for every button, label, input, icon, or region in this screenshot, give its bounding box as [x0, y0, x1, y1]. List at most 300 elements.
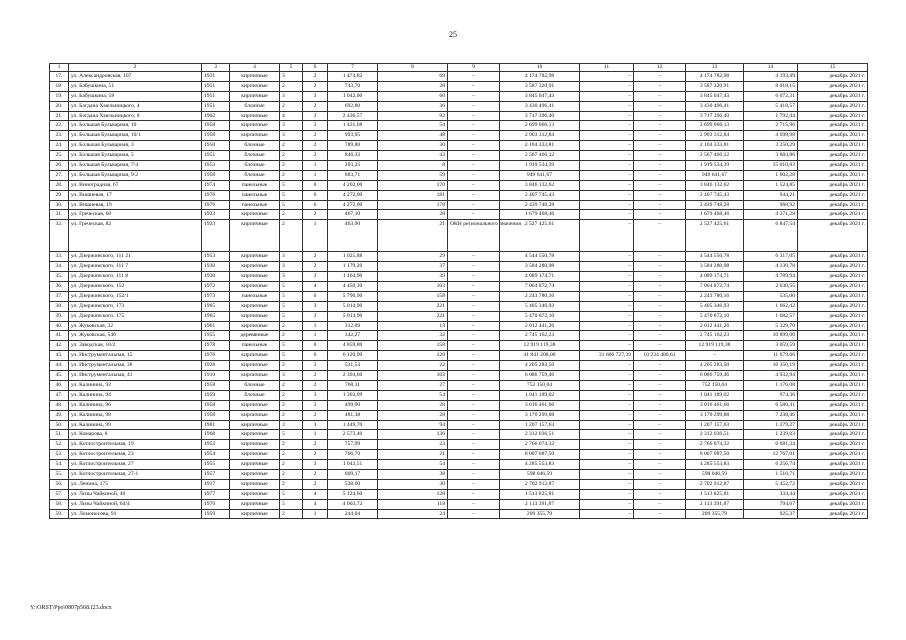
table-cell: ул. Большая Бульварная, 9/2 [69, 170, 202, 180]
table-cell: 1958 [202, 121, 230, 131]
table-cell: 1930 [202, 262, 230, 272]
table-cell: 2 113 391,87 [500, 499, 580, 509]
table-cell: 7 064 872,74 [686, 282, 744, 292]
table-cell: – [634, 291, 686, 301]
column-number-cell: 11 [580, 64, 634, 72]
table-cell: 2 [280, 170, 303, 180]
table-cell: – [448, 420, 500, 430]
table-cell: – [580, 390, 634, 400]
table-cell: 4 205 283,50 [500, 361, 580, 371]
table-cell: 50. [50, 420, 69, 430]
table-cell: 55. [50, 469, 69, 479]
table-cell: 883,71 [328, 170, 378, 180]
table-cell: 2 745 162,23 [500, 331, 580, 341]
table-cell: декабрь 2021 г. [798, 262, 868, 272]
table-cell: 5 [280, 200, 303, 210]
table-cell: 1 042,00 [328, 91, 378, 101]
table-cell: – [580, 341, 634, 351]
table-cell: – [634, 311, 686, 321]
table-cell: 4 205 283,50 [686, 361, 744, 371]
table-row [50, 190, 868, 200]
table-cell: – [580, 440, 634, 450]
table-cell: 4 174 782,98 [500, 72, 580, 82]
table-row [50, 301, 868, 311]
table-cell: – [448, 489, 500, 499]
table-cell: декабрь 2021 г. [798, 252, 868, 262]
table-cell: 1930 [202, 272, 230, 282]
table-cell: ул. Лизы Чайкиной, 64/4 [69, 499, 202, 509]
column-number-cell: 2 [69, 64, 202, 72]
table-cell: 334,44 [744, 489, 798, 499]
table-row [50, 170, 868, 180]
table-cell: 2 [280, 220, 303, 252]
table-cell: декабрь 2021 г. [798, 170, 868, 180]
table-cell: 40. [50, 321, 69, 331]
table-cell: блочные [230, 141, 280, 151]
table-cell: 2 312 036,51 [686, 430, 744, 440]
table-cell: 209 355,79 [500, 509, 580, 519]
table-cell: 2 [303, 410, 328, 420]
table-cell: 5 124,60 [328, 489, 378, 499]
table-cell: 1958 [202, 400, 230, 410]
table-cell: 209 355,79 [686, 509, 744, 519]
table-cell: 1 207 157,63 [500, 420, 580, 430]
table-cell: декабрь 2021 г. [798, 400, 868, 410]
table-cell: 118 [378, 499, 448, 509]
table-cell: 2 699 066,13 [500, 121, 580, 131]
table-cell: – [448, 301, 500, 311]
table-cell: 2 [280, 390, 303, 400]
table-cell: ул. Бабушкина, 51 [69, 81, 202, 91]
table-cell: 2 [303, 252, 328, 262]
table-cell: – [634, 371, 686, 381]
table-cell: 158 [378, 291, 448, 301]
table-cell: 6 086 759,46 [686, 371, 744, 381]
table-cell: – [580, 400, 634, 410]
table-cell: 2 [303, 469, 328, 479]
table-cell: 949 641,67 [686, 170, 744, 180]
table-cell: 2 [303, 440, 328, 450]
table-cell: 3 170 299,88 [686, 410, 744, 420]
table-cell: 181 [378, 190, 448, 200]
table-cell: 1 207 157,63 [686, 420, 744, 430]
table-cell: 2 [280, 321, 303, 331]
table-cell: 3 587 320,91 [500, 81, 580, 91]
table-cell: 1968 [202, 430, 230, 440]
table-cell: 30 [378, 141, 448, 151]
table-row [50, 291, 868, 301]
table-cell: 1910 [202, 371, 230, 381]
table-cell: 3 [303, 91, 328, 101]
table-cell: – [448, 190, 500, 200]
table-cell: 1 919 534,39 [500, 161, 580, 171]
table-cell: – [448, 141, 500, 151]
table-cell: – [448, 341, 500, 351]
table-cell: 41 841 208,00 [500, 351, 580, 361]
table-cell: 43 [378, 151, 448, 161]
table-row [50, 111, 868, 121]
table-cell: 766,70 [328, 450, 378, 460]
table-cell: 128 [378, 351, 448, 361]
table-row [50, 430, 868, 440]
column-number-cell: 14 [744, 64, 798, 72]
table-cell: 11 679,66 [744, 351, 798, 361]
table-cell: ул. Инструментальная, 41 [69, 371, 202, 381]
table-row [50, 151, 868, 161]
table-cell: – [634, 361, 686, 371]
table-cell: – [634, 131, 686, 141]
table-row [50, 469, 868, 479]
table-cell: – [580, 282, 634, 292]
table-cell: – [580, 170, 634, 180]
table-row [50, 479, 868, 489]
table-cell: 1957 [202, 469, 230, 479]
table-cell: 4 [303, 499, 328, 509]
table-cell: 1 [303, 161, 328, 171]
table-cell: ул. Калинина, 98 [69, 410, 202, 420]
table-cell: 28 [378, 210, 448, 220]
table-cell: 2 903 312,84 [500, 131, 580, 141]
table-cell: 6 256,74 [744, 460, 798, 470]
table-cell: 1959 [202, 390, 230, 400]
table-cell: 53. [50, 450, 69, 460]
table-cell: 35. [50, 272, 69, 282]
table-cell: 4 789,94 [744, 272, 798, 282]
table-cell: ул. Жуковская, 54б [69, 331, 202, 341]
table-cell: ул. Большая Бульварная, 3 [69, 141, 202, 151]
table-cell: декабрь 2021 г. [798, 489, 868, 499]
table-cell: 1958 [202, 410, 230, 420]
table-cell: – [448, 331, 500, 341]
table-cell: ул. Богдана Хмельницкого, 4 [69, 101, 202, 111]
table-cell: 4 130,78 [744, 262, 798, 272]
table-cell: – [580, 252, 634, 262]
table-cell: – [448, 200, 500, 210]
table-body [50, 72, 868, 519]
table-cell: – [580, 489, 634, 499]
table-cell: декабрь 2021 г. [798, 450, 868, 460]
table-cell: – [634, 430, 686, 440]
housing-table-wrapper [49, 63, 867, 519]
table-cell: – [448, 180, 500, 190]
table-cell: 19. [50, 91, 69, 101]
table-cell: 463,90 [328, 220, 378, 252]
table-cell: – [634, 252, 686, 262]
table-cell: – [634, 489, 686, 499]
table-row [50, 331, 868, 341]
column-number-cell: 4 [230, 64, 280, 72]
page-number: 25 [449, 30, 457, 39]
table-cell: 5 014,90 [328, 311, 378, 321]
table-cell: декабрь 2021 г. [798, 101, 868, 111]
heritage-note: ОКН регионального значения [450, 221, 521, 228]
table-cell: декабрь 2021 г. [798, 331, 868, 341]
table-cell: – [634, 450, 686, 460]
table-cell: 2 439 748,28 [686, 200, 744, 210]
table-cell [448, 220, 521, 252]
table-cell: 1 025,88 [328, 252, 378, 262]
table-cell: 24. [50, 141, 69, 151]
table-cell: 52. [50, 440, 69, 450]
table-cell: 12 767,01 [744, 450, 798, 460]
table-cell: 4 202,00 [328, 180, 378, 190]
table-cell: – [634, 331, 686, 341]
table-cell: – [634, 210, 686, 220]
table-cell: 221 [378, 301, 448, 311]
table-cell: – [580, 430, 634, 440]
table-cell: – [634, 81, 686, 91]
table-cell: 1 919 534,39 [686, 161, 744, 171]
table-cell: 1976 [202, 190, 230, 200]
table-cell: декабрь 2021 г. [798, 131, 868, 141]
table-cell: 4 859,80 [328, 341, 378, 351]
table-cell: – [634, 460, 686, 470]
table-cell: ул. Греческая, 60 [69, 210, 202, 220]
table-cell: панельные [230, 200, 280, 210]
table-cell: декабрь 2021 г. [798, 121, 868, 131]
table-cell: 3 059,59 [744, 341, 798, 351]
table-cell: декабрь 2021 г. [798, 210, 868, 220]
table-cell: 1928 [202, 361, 230, 371]
table-cell: 4 272,00 [328, 190, 378, 200]
table-cell: 752 150,04 [686, 380, 744, 390]
table-cell: 3 [280, 121, 303, 131]
table-cell: декабрь 2021 г. [798, 361, 868, 371]
table-cell: – [448, 111, 500, 121]
column-number-cell: 10 [500, 64, 580, 72]
table-cell: кирпичные [230, 361, 280, 371]
column-number-cell: 5 [280, 64, 303, 72]
table-cell: 1953 [202, 161, 230, 171]
table-cell: ул. Большая Бульварная, 10 [69, 121, 202, 131]
column-number-cell: 9 [448, 64, 500, 72]
table-cell: 598 046,59 [500, 469, 580, 479]
table-cell: 4 698,98 [744, 131, 798, 141]
table-row [50, 81, 868, 91]
table-cell: ул. Вишневая, 17 [69, 190, 202, 200]
table-cell: декабрь 2021 г. [798, 111, 868, 121]
table-cell: 2 [303, 479, 328, 489]
table-cell: кирпичные [230, 321, 280, 331]
table-cell: 22. [50, 121, 69, 131]
table-cell: 752 150,04 [500, 380, 580, 390]
table-cell: – [634, 509, 686, 519]
table-cell: 1965 [202, 301, 230, 311]
table-cell: 2 699 066,13 [686, 121, 744, 131]
table-cell: 31. [50, 210, 69, 220]
table-cell: кирпичные [230, 410, 280, 420]
table-cell: – [634, 200, 686, 210]
table-cell: ул. Заводская, 10/2 [69, 341, 202, 351]
table-cell: кирпичные [230, 252, 280, 262]
table-cell: – [634, 91, 686, 101]
table-cell: 1 043,51 [328, 460, 378, 470]
table-cell: 2 766 074,32 [500, 440, 580, 450]
table-cell: кирпичные [230, 131, 280, 141]
table-cell: 43. [50, 351, 69, 361]
table-cell: – [448, 450, 500, 460]
table-cell: 1951 [202, 151, 230, 161]
table-cell: – [580, 151, 634, 161]
table-cell: ул. Котлостроительная, 27-1 [69, 469, 202, 479]
table-cell: 4 271,28 [744, 210, 798, 220]
table-cell: 5 [280, 282, 303, 292]
table-cell: – [448, 400, 500, 410]
table-cell: – [634, 282, 686, 292]
table-row [50, 509, 868, 519]
table-cell: кирпичные [230, 311, 280, 321]
table-cell: кирпичные [230, 282, 280, 292]
table-cell: ул. Виноградная, 67 [69, 180, 202, 190]
table-cell: кирпичные [230, 460, 280, 470]
table-cell: кирпичные [230, 469, 280, 479]
table-cell: 178 [378, 200, 448, 210]
table-cell: кирпичные [230, 121, 280, 131]
table-cell: – [580, 190, 634, 200]
table-cell: 44. [50, 361, 69, 371]
table-row [50, 371, 868, 381]
table-cell: 1 431,68 [328, 121, 378, 131]
table-row [50, 420, 868, 430]
table-cell: декабрь 2021 г. [798, 141, 868, 151]
table-cell: – [634, 151, 686, 161]
table-cell: кирпичные [230, 450, 280, 460]
table-cell: 846,33 [328, 151, 378, 161]
table-row [50, 272, 868, 282]
table-cell: декабрь 2021 г. [798, 72, 868, 82]
table-cell: 27. [50, 170, 69, 180]
table-cell: 5 405 346,93 [686, 301, 744, 311]
table-cell: 1961 [202, 321, 230, 331]
table-cell: – [448, 210, 500, 220]
table-cell: кирпичные [230, 509, 280, 519]
footer-file-path: Y:\ORST\Ppo\0807p568.f23.docx [30, 605, 112, 611]
table-row [50, 311, 868, 321]
table-cell: 25. [50, 151, 69, 161]
table-cell: – [448, 91, 500, 101]
table-cell: 39 [378, 272, 448, 282]
table-cell: 794,67 [744, 499, 798, 509]
table-cell: 5 [280, 180, 303, 190]
table-cell: – [448, 361, 500, 371]
table-cell: 3 [280, 420, 303, 430]
table-cell: ул. Дзержинского, 111 21 [69, 252, 202, 262]
table-cell: 6 [303, 351, 328, 361]
table-cell: 48. [50, 400, 69, 410]
table-cell: декабрь 2021 г. [798, 499, 868, 509]
table-cell: декабрь 2021 г. [798, 479, 868, 489]
table-row [50, 252, 868, 262]
table-cell: декабрь 2021 г. [798, 161, 868, 171]
table-cell: 2 527 425,61 [500, 220, 580, 252]
table-cell: ул. Лизы Чайкиной, 40 [69, 489, 202, 499]
table-cell: декабрь 2021 г. [798, 291, 868, 301]
table-cell: 5 [280, 190, 303, 200]
table-cell: ул. Большая Бульварная, 10/1 [69, 131, 202, 141]
table-cell: 1 513 825,81 [686, 489, 744, 499]
table-cell: ул. Богдана Хмельницкого, 8 [69, 111, 202, 121]
table-cell: 3 [303, 301, 328, 311]
table-cell: 1958 [202, 170, 230, 180]
table-cell: 2 [280, 479, 303, 489]
table-row [50, 262, 868, 272]
table-cell: 1 [303, 509, 328, 519]
table-cell: 1 510,71 [744, 469, 798, 479]
table-cell: – [580, 121, 634, 131]
table-cell: – [448, 101, 500, 111]
table-cell: – [448, 371, 500, 381]
table-cell: 10 899,00 [744, 331, 798, 341]
table-cell: 4 003,72 [328, 499, 378, 509]
table-cell: 5 418,57 [744, 101, 798, 111]
table-cell: 3 584 280,98 [686, 262, 744, 272]
table-cell: 3 [303, 272, 328, 282]
table-cell: 13 [378, 321, 448, 331]
table-cell: 2 [280, 410, 303, 420]
table-cell: декабрь 2021 г. [798, 91, 868, 101]
table-cell: 2 715,96 [744, 121, 798, 131]
table-cell: 2 [303, 450, 328, 460]
table-cell: 4 450,30 [328, 282, 378, 292]
table-cell: 37 [378, 262, 448, 272]
table-cell: 2 [280, 161, 303, 171]
table-cell: 38. [50, 301, 69, 311]
table-cell: 2 [303, 361, 328, 371]
table-cell: кирпичные [230, 210, 280, 220]
table-cell: – [448, 311, 500, 321]
table-cell: – [634, 440, 686, 450]
table-cell: 3 845 047,43 [500, 91, 580, 101]
table-cell: – [580, 81, 634, 91]
table-cell: – [686, 351, 744, 361]
table-cell: – [634, 469, 686, 479]
table-cell: ул. Ломоносова, 91 [69, 509, 202, 519]
table-cell: ул. Калинина, 99 [69, 420, 202, 430]
table-cell: 2 [303, 72, 328, 82]
table-row [50, 210, 868, 220]
table-cell: ул. Дзержинского, 173 [69, 301, 202, 311]
table-cell: – [448, 72, 500, 82]
table-cell: 6 [303, 291, 328, 301]
table-cell: кирпичные [230, 81, 280, 91]
table-cell: – [634, 220, 686, 252]
table-cell: блочные [230, 390, 280, 400]
table-cell: ул. Калинина, 96 [69, 400, 202, 410]
table-cell: – [580, 272, 634, 282]
table-cell: 3 [280, 252, 303, 262]
table-cell: 15 010,83 [744, 161, 798, 171]
table-cell: 757,99 [328, 440, 378, 450]
table-cell: 1 164,90 [328, 272, 378, 282]
table-cell: – [634, 390, 686, 400]
table-cell: 2 [280, 380, 303, 390]
table-row [50, 282, 868, 292]
table-cell: 1 041 189,02 [500, 390, 580, 400]
table-cell: 531,53 [328, 361, 378, 371]
table-row [50, 390, 868, 400]
table-cell: – [448, 380, 500, 390]
table-cell: 1 [303, 170, 328, 180]
table-cell: 34. [50, 262, 69, 272]
table-cell: 1955 [202, 460, 230, 470]
table-cell: – [448, 131, 500, 141]
table-cell: 59. [50, 509, 69, 519]
table-cell: 6 317,05 [744, 252, 798, 262]
table-cell: 5 470 872,10 [500, 311, 580, 321]
table-cell: – [448, 479, 500, 489]
table-cell: 1974 [202, 180, 230, 190]
table-cell: декабрь 2021 г. [798, 460, 868, 470]
